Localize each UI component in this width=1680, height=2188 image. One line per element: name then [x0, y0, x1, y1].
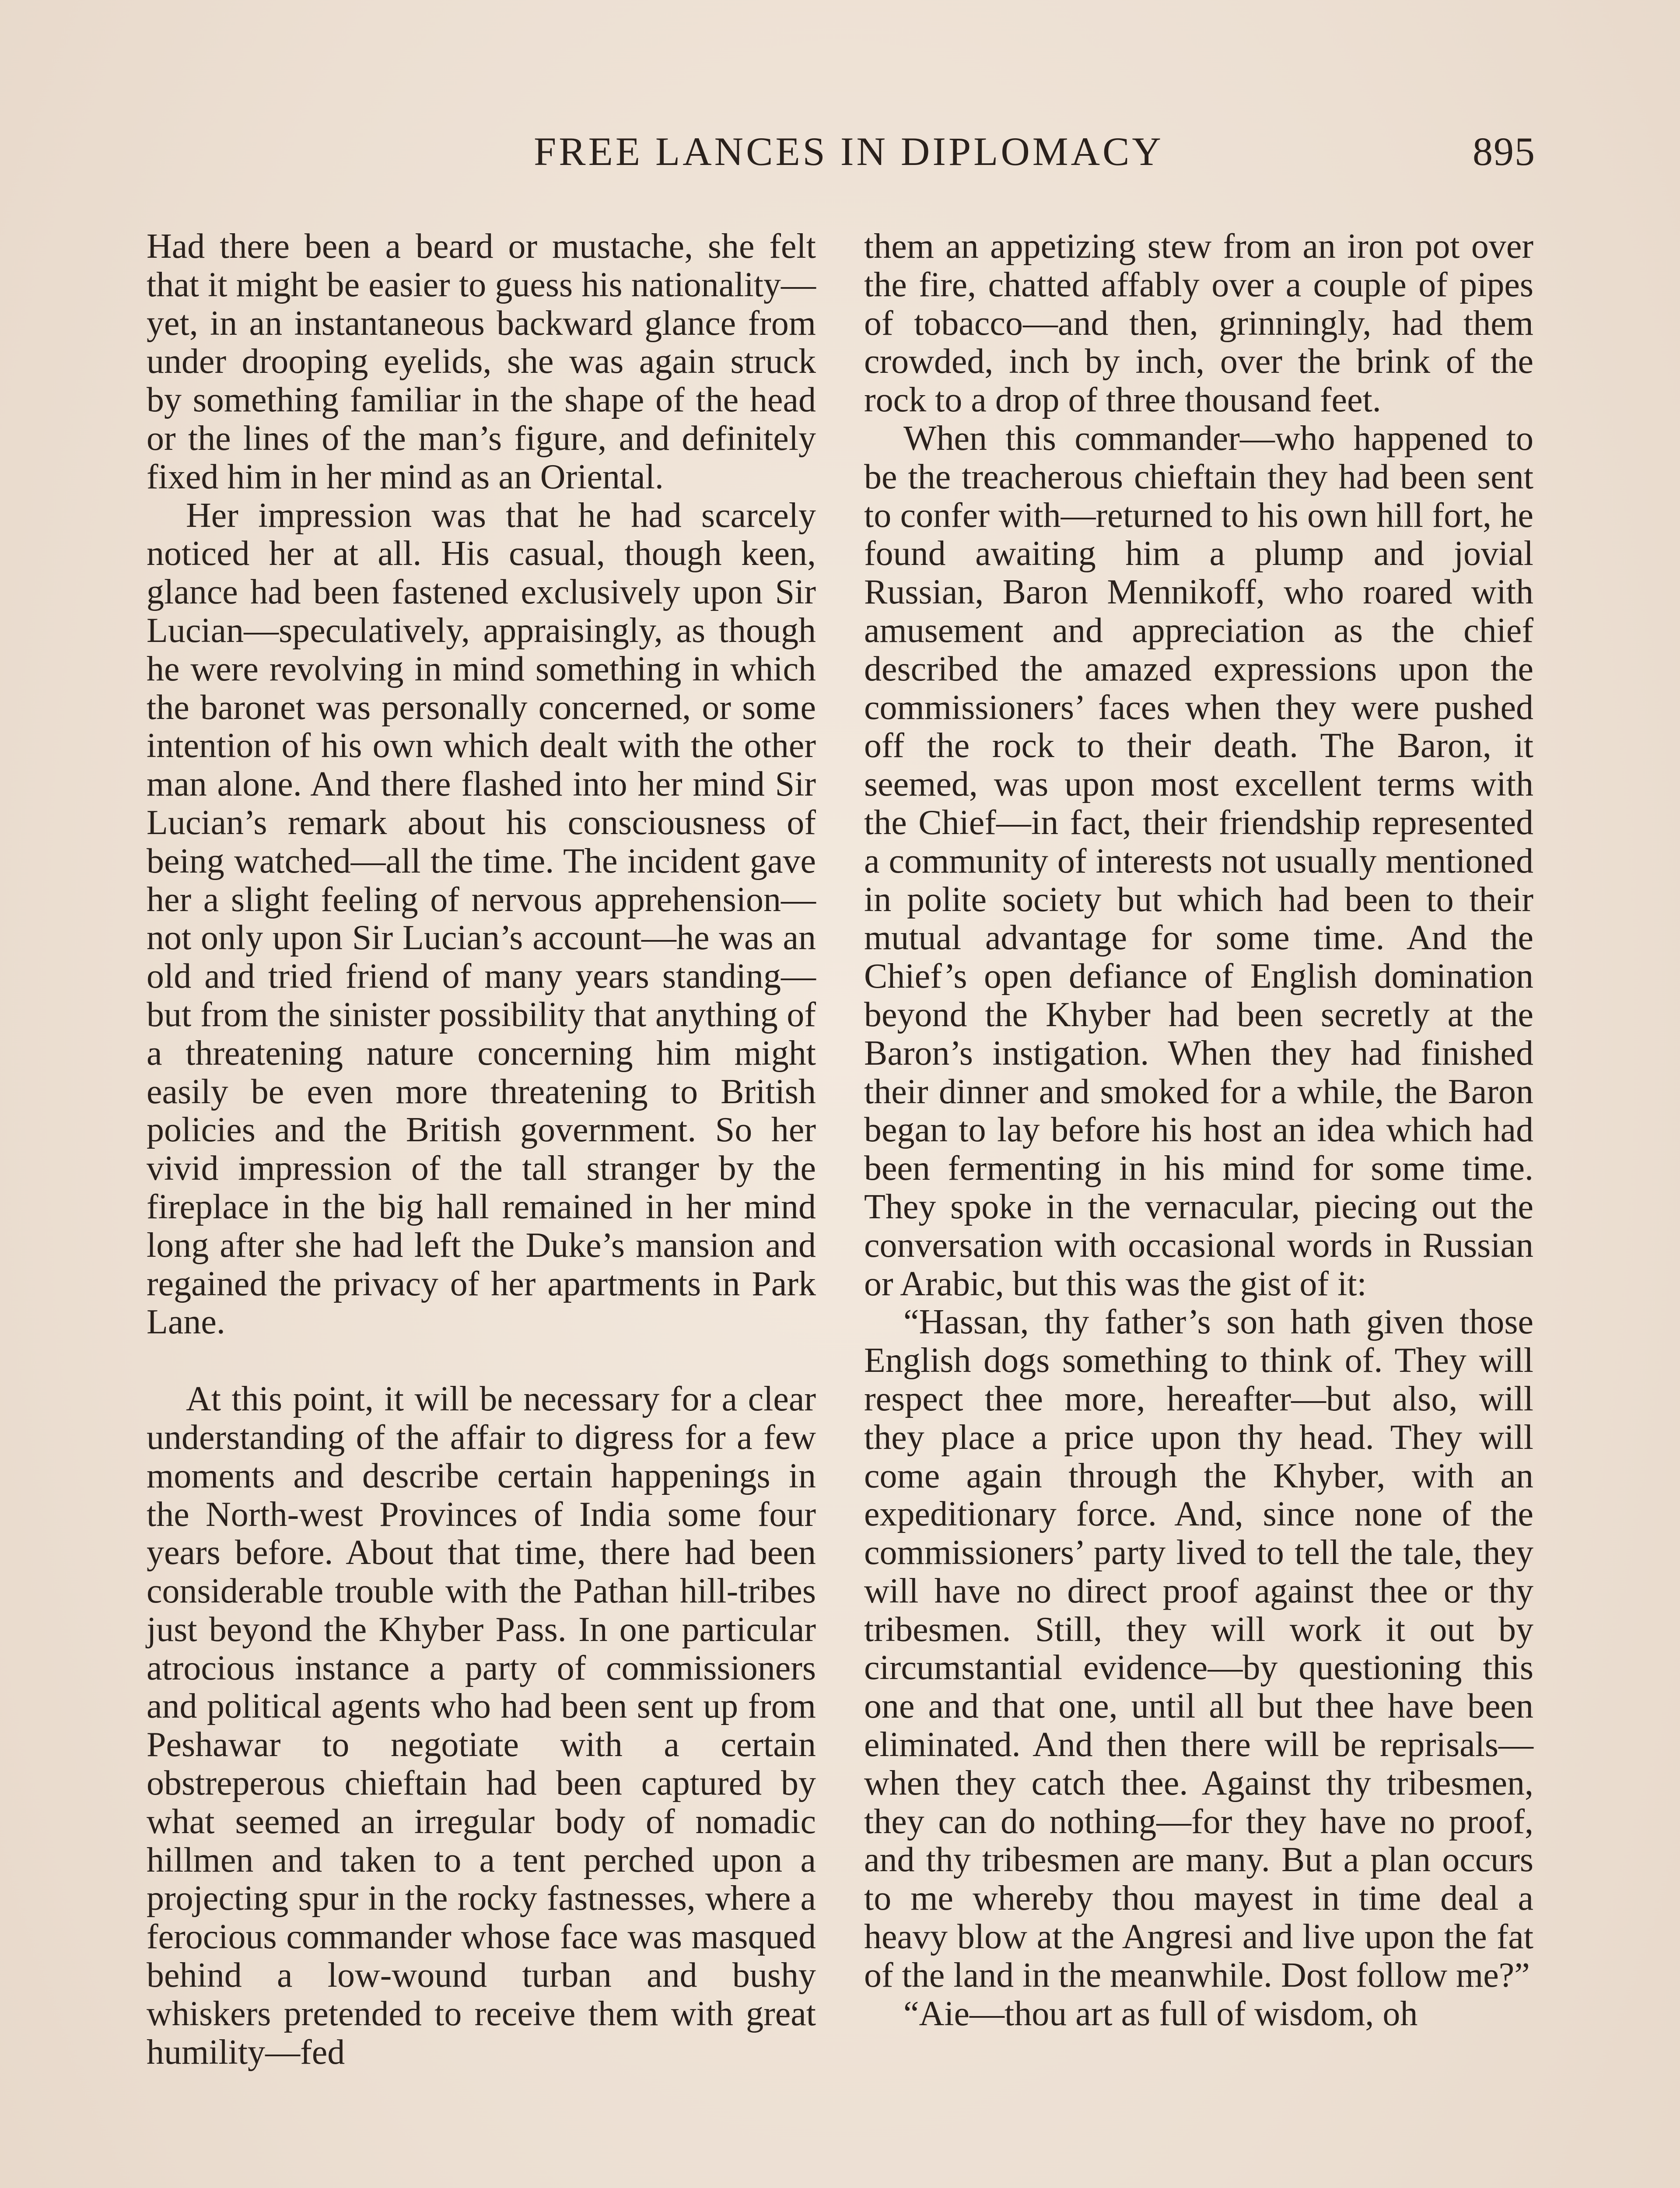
running-title: FREE LANCES IN DIPLOMACY [534, 129, 1164, 174]
page-number: 895 [1473, 129, 1536, 174]
paragraph: Had there been a beard or mustache, she felt that it might be easier to guess his nationality—yet, in an instantaneous backward glance from under drooping eyelids, she was again struck by something familiar in the shape of the head or the lines of the man’s figure, and definitely fixed him in her mind as an Oriental. [147, 227, 816, 496]
paragraph: them an appetizing stew from an iron pot over the fire, chatted affably over a couple of pipes of tobacco—and then, grinningly, had them crowded, inch by inch, over the brink of the rock to a drop of three thousand feet. [864, 227, 1533, 420]
paragraph: When this commander—who happened to be the treacherous chieftain they had been sent to confer with—returned to his own hill fort, he found awaiting him a plump and jovial Russian, Baron Mennikoff, who roared with amusement and appreciation as the chief described the amazed expressions upon the commissioners’ faces when they were pushed off the rock to their death. The Baron, it seemed, was upon most excellent terms with the Chief—in fact, their friendship represented a community of interests not usually mentioned in polite society but which had been to their mutual advantage for some time. And the Chief’s open defiance of English domination beyond the Khyber had been secretly at the Baron’s instigation. When they had finished their dinner and smoked for a while, the Baron began to lay before his host an idea which had been fermenting in his mind for some time. They spoke in the vernacular, piecing out the conversation with occasional words in Russian or Arabic, but this was the gist of it: [864, 419, 1533, 1303]
paragraph: At this point, it will be necessary for a clear understanding of the affair to digress for a few moments and describe certain happenings in the North-west Provinces of India some four years before. About that time, there had been considerable trouble with the Pathan hill-tribes just beyond the Khyber Pass. In one particular atrocious instance a party of commissioners and political agents who had been sent up from Peshawar to negotiate with a certain obstreperous chieftain had been captured by what seemed an irregular body of nomadic hillmen and taken to a tent perched upon a projecting spur in the rocky fastnesses, where a ferocious commander whose face was masqued behind a low-wound turban and bushy whiskers pretended to receive them with great humility—fed [147, 1380, 816, 2072]
right-text-column [864, 228, 1533, 2033]
paragraph: “Aie—thou art as full of wisdom, oh [903, 1994, 1418, 2033]
paragraph: Her impression was that he had scarcely noticed her at all. His casual, though keen, glance had been fastened exclusively upon Sir Lucian—speculatively, appraisingly, as though he were revolving in mind something in which the baronet was personally concerned, or some intention of his own which dealt with the other man alone. And there flashed into her mind Sir Lucian’s remark about his consciousness of being watched—all the time. The incident gave her a slight feeling of nervous apprehension—not only upon Sir Lucian’s account—he was an old and tried friend of many years standing—but from the sinister possibility that anything of a threatening nature concerning him might easily be even more threatening to British policies and the British government. So her vivid impression of the tall stranger by the fireplace in the big hall remained in her mind long after she had left the Duke’s mansion and regained the privacy of her apartments in Park Lane. [147, 496, 816, 1342]
left-text-column [147, 228, 816, 2072]
paragraph: “Hassan, thy father’s son hath given those English dogs something to think of. They will respect thee more, hereafter—but also, will they place a price upon thy head. They will come again through the Khyber, with an expeditionary force. And, since none of the commissioners’ party lived to tell the tale, they will have no direct proof against thee or thy tribesmen. Still, they will work it out by circumstantial evidence—by questioning this one and that one, until all but thee have been eliminated. And then there will be reprisals—when they catch thee. Against thy tribesmen, they can do nothing—for they have no proof, and thy tribesmen are many. But a plan occurs to me whereby thou mayest in time deal a heavy blow at the Angresi and live upon the fat of the land in the meanwhile. Dost follow me?” [864, 1303, 1533, 1995]
